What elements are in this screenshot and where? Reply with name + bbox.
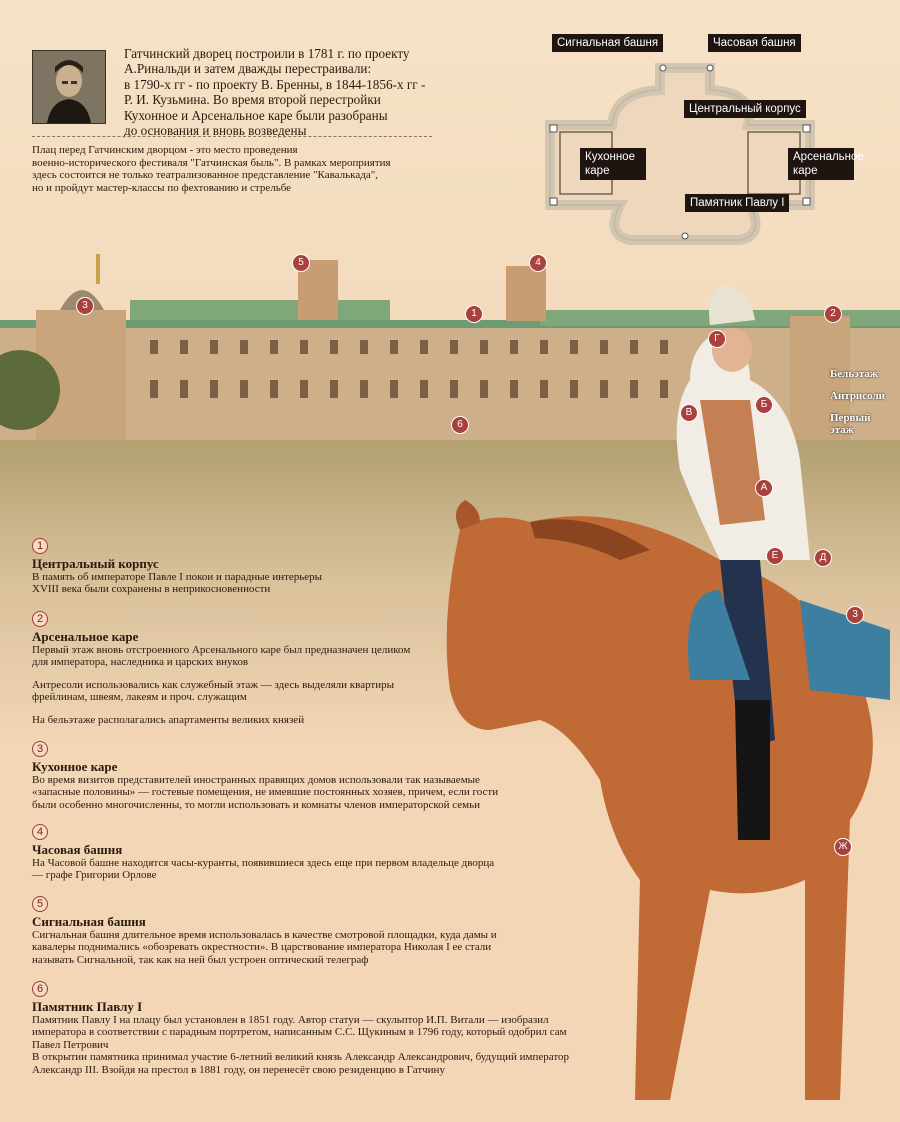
section-number: 6 — [32, 981, 48, 997]
uniform-marker-a[interactable]: А — [755, 479, 773, 497]
plan-label-central: Центральный корпус — [684, 100, 806, 118]
uniform-marker-zh[interactable]: Ж — [834, 838, 852, 856]
section-number: 3 — [32, 741, 48, 757]
section-text: императора в соответствии с парадным портретом, написанным С.С. Щукиным в 1796 году, который одобрил сам — [32, 1026, 567, 1039]
plan-label-signal-tower: Сигнальная башня — [552, 34, 663, 52]
section-number: 4 — [32, 824, 48, 840]
section-signal-tower — [32, 896, 552, 966]
festival-line: но и пройдут мастер-классы по фехтованию и стрельбе — [32, 181, 292, 194]
section-number: 2 — [32, 611, 48, 627]
floor-label-first: Первый этаж — [830, 412, 871, 436]
section-number: 5 — [32, 896, 48, 912]
section-text: Сигнальная башня длительное время использовалась в качестве смотровой площадки, куда дамы и — [32, 929, 497, 941]
section-text: В память об императоре Павле I покои и парадные интерьеры — [32, 571, 323, 583]
section-text: Александр III. Взойдя на престол в 1881 году, он перенесёт свою резиденцию в Гатчину — [32, 1063, 445, 1076]
floor-label-antresol: Антрисоли — [830, 390, 886, 402]
section-title: Сигнальная башня — [32, 914, 146, 929]
uniform-marker-g[interactable]: Г — [708, 330, 726, 348]
festival-line: здесь состоится не только театрализованное представление "Кавалькада", — [32, 169, 378, 182]
section-title: Кухонное каре — [32, 759, 118, 774]
plan-label-arsenal: Арсенальное каре — [788, 148, 854, 180]
section-text: называть Сигнальной, так как на ней был устроен оптический телеграф — [32, 953, 369, 966]
intro-line: А.Ринальди и затем дважды перестраивали: — [124, 61, 372, 77]
marker-3[interactable]: 3 — [76, 297, 94, 315]
intro-text — [124, 46, 444, 138]
section-text: XVIII века были сохранены в неприкосновенности — [32, 583, 271, 596]
marker-1[interactable]: 1 — [465, 305, 483, 323]
divider — [32, 136, 432, 137]
section-text: Антресоли использовались как служебный этаж — здесь выделяли квартиры — [32, 678, 395, 691]
section-text: фрейлинам, швеям, лакеям и проч. служащим — [32, 691, 247, 704]
plan-label-kitchen: Кухонное каре — [580, 148, 646, 180]
floor-plan — [540, 30, 870, 255]
marker-4[interactable]: 4 — [529, 254, 547, 272]
section-text: На бельэтаже располагались апартаменты великих князей — [32, 713, 305, 726]
plan-label-monument: Памятник Павлу I — [685, 194, 789, 212]
floor-label-bel: Бельэтаж — [830, 368, 878, 380]
uniform-marker-b[interactable]: Б — [755, 396, 773, 414]
section-monument — [32, 981, 592, 1076]
section-text: кавалеры поднимались «обозревать окрестности». В царствование императора Николая I ее стали — [32, 941, 492, 954]
section-arsenal — [32, 611, 552, 726]
section-title: Часовая башня — [32, 842, 123, 857]
section-title: Арсенальное каре — [32, 629, 139, 644]
section-title: Центральный корпус — [32, 556, 159, 571]
section-text: Первый этаж вновь отстроенного Арсенального каре был предназначен целиком — [32, 644, 411, 656]
plan-label-clock-tower: Часовая башня — [708, 34, 801, 52]
section-text: На Часовой башне находятся часы-куранты, появившиеся здесь еще при первом владельце дворца — [32, 857, 495, 869]
architect-portrait — [32, 50, 106, 124]
festival-text — [32, 144, 452, 194]
section-text: — графе Григории Орлове — [32, 869, 157, 882]
section-text: Памятник Павлу I на плацу был установлен в 1851 году. Автор статуи — скульптор И.П. Витали — изобразил — [32, 1014, 549, 1026]
section-text: Во время визитов представителей иностранных правящих домов использовали так называемые — [32, 774, 480, 786]
section-title: Памятник Павлу I — [32, 999, 143, 1014]
festival-line: Плац перед Гатчинским дворцом - это место проведения — [32, 144, 298, 156]
section-text: для императора, наследника и царских внуков — [32, 656, 249, 669]
uniform-marker-d[interactable]: Д — [814, 549, 832, 567]
festival-line: военно-исторического фестиваля "Гатчинская быль". В рамках мероприятия — [32, 156, 391, 169]
section-text: В открытии памятника принимал участие 6-летний великий князь Александр Александрович, будущий император — [32, 1051, 570, 1064]
marker-6[interactable]: 6 — [451, 416, 469, 434]
section-text: «запасные половины» — гостевые помещения, не имевшие постоянных хозяев, причем, если гости — [32, 786, 499, 799]
section-clock-tower — [32, 824, 552, 882]
section-text: Павел Петрович — [32, 1038, 109, 1051]
section-text: были особенно многочисленны, то могли использовать и комнаты членов императорской семьи — [32, 798, 481, 811]
intro-line: Р. И. Кузьмина. Во время второй перестройки — [124, 92, 381, 108]
intro-line: Гатчинский дворец построили в 1781 г. по проекту — [124, 46, 410, 61]
section-central — [32, 538, 552, 596]
marker-2[interactable]: 2 — [824, 305, 842, 323]
uniform-marker-e[interactable]: Е — [766, 547, 784, 565]
intro-line: Кухонное и Арсенальное каре были разобраны — [124, 107, 388, 123]
section-number: 1 — [32, 538, 48, 554]
intro-line: в 1790-х гг - по проекту В. Бренны, в 1844-1856-х гг - — [124, 76, 426, 92]
intro-line: до основания и вновь возведены — [124, 123, 307, 139]
uniform-marker-3[interactable]: 3 — [846, 606, 864, 624]
section-kitchen — [32, 741, 552, 811]
marker-5[interactable]: 5 — [292, 254, 310, 272]
uniform-marker-v[interactable]: В — [680, 404, 698, 422]
